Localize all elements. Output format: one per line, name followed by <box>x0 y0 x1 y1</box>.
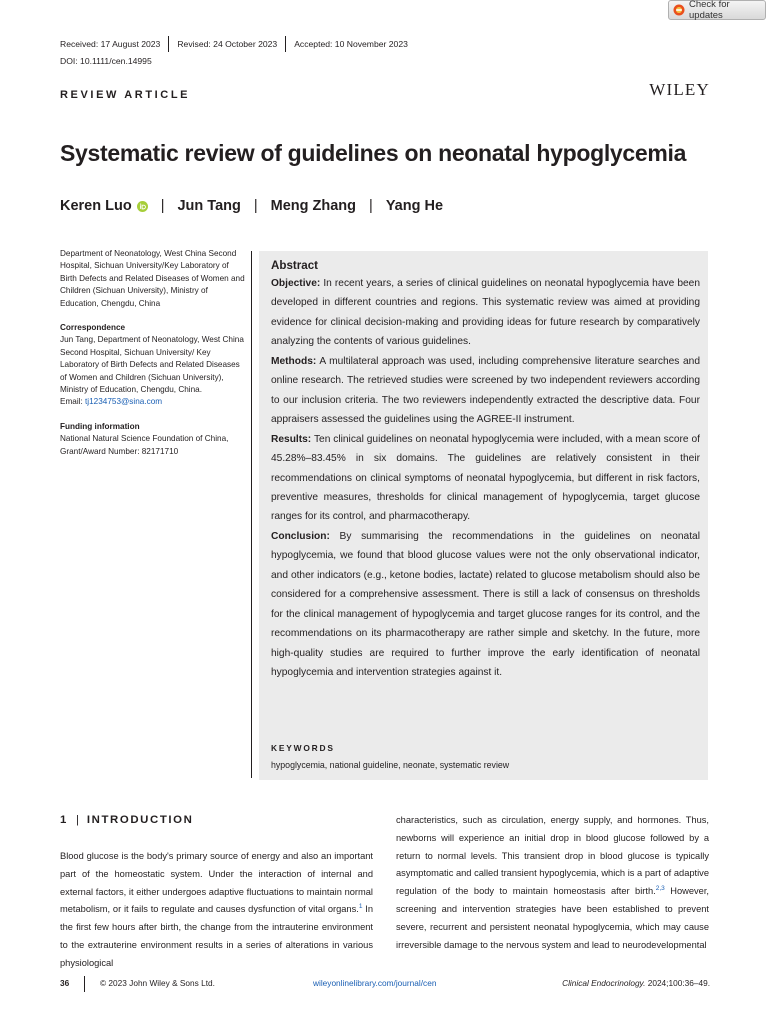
divider <box>84 976 85 992</box>
abstract-objective <box>271 274 700 352</box>
correspondence-heading: Correspondence <box>60 323 126 333</box>
abstract-methods <box>271 352 700 430</box>
journal-name: Clinical Endocrinology. <box>562 978 646 988</box>
divider <box>285 36 286 52</box>
abstract-divider <box>251 251 252 778</box>
abstract-conclusion <box>271 527 700 683</box>
author-name[interactable]: Meng Zhang <box>270 198 357 214</box>
citation-ref[interactable]: 1 <box>358 903 363 911</box>
email-link[interactable]: tj1234753@sina.com <box>85 397 163 407</box>
objective-label: Objective: <box>271 278 321 289</box>
correspondence-text: Jun Tang, Department of Neonatology, West China Second Hospital, Sichuan University/ Key Laboratory of Birth Defects and Related Diseases of Women and Children (Sichuan University), Ministry of Education, Chengdu, China. <box>60 335 244 395</box>
paragraph <box>60 848 373 973</box>
abstract <box>271 257 700 683</box>
body-column-right <box>396 812 709 954</box>
article-info-column <box>60 248 246 458</box>
copyright: © 2023 John Wiley & Sons Ltd. <box>100 978 215 988</box>
author-separator: | <box>369 198 373 214</box>
author-name[interactable]: Yang He <box>385 198 444 214</box>
section-title: INTRODUCTION <box>86 814 194 826</box>
results-label: Results: <box>271 433 312 445</box>
author-separator: | <box>253 198 258 214</box>
revised-date: Revised: 24 October 2023 <box>177 39 278 49</box>
section-number: 1 <box>60 814 68 826</box>
journal-url-link[interactable]: wileyonlinelibrary.com/journal/cen <box>313 978 437 988</box>
email-label: Email: <box>60 397 83 407</box>
funding-heading: Funding information <box>60 421 140 431</box>
conclusion-label: Conclusion: <box>271 530 330 542</box>
author-name[interactable]: Jun Tang <box>177 198 241 214</box>
divider <box>168 36 169 52</box>
paragraph-text: However, screening and intervention strategies have been established to prevent severe, recurrent and persistent neonatal hypoglycemia, which may cause irreversible damage to the nervous system and lead to neurodevelopmental <box>396 886 709 950</box>
citation: 2024;100:36–49. <box>645 978 710 988</box>
article-dates <box>60 36 408 52</box>
crossmark-icon <box>673 4 685 16</box>
methods-label: Methods: <box>271 355 317 367</box>
section-heading <box>60 814 193 826</box>
publisher-logo: WILEY <box>649 80 710 99</box>
paragraph-text: characteristics, such as circulation, energy supply, and hormones. Thus, newborns will experience an initial drop in blood glucose followed by a return to normal levels. This transient drop in blood glucose is typically asymptomatic and called transient hypoglycemia, which is a part of adaptive regulation of the body to maintain homeostasis after birth. <box>396 815 709 897</box>
methods-text: A multilateral approach was used, including comprehensive literature searches and online research. The retrieved studies were screened by two independent reviewers according to our inclusion criteria. The two reviewers independently extracted the descriptive data. Four appraisers assessed the guidelines using the AGREE-II instrument. <box>271 355 700 426</box>
objective-text: In recent years, a series of clinical guidelines on neonatal hypoglycemia have been developed in different countries and regions. This systematic review was aimed at providing evidence for clinical decision-making and providing ideas for future research by comparatively analyzing the contents of various guidelines. <box>271 278 700 348</box>
abstract-heading: Abstract <box>271 259 319 272</box>
author-list <box>60 198 443 214</box>
check-for-updates-label: Check for updates <box>689 0 730 21</box>
page-number: 36 <box>60 978 70 988</box>
accepted-date: Accepted: 10 November 2023 <box>294 39 408 49</box>
article-title: Systematic review of guidelines on neonatal hypoglycemia <box>60 140 687 166</box>
author-name[interactable]: Keren Luo <box>60 198 132 214</box>
orcid-icon[interactable] <box>137 201 148 212</box>
page-footer <box>60 976 710 992</box>
author-separator: | <box>160 198 165 214</box>
citation-ref[interactable]: 2,3 <box>655 885 665 893</box>
funding-text: National Natural Science Foundation of China, Grant/Award Number: 82171710 <box>60 434 229 456</box>
paragraph <box>396 812 709 954</box>
body-column-left <box>60 848 373 973</box>
paragraph-text: In the first few hours after birth, the change from the intrauterine environment to the extrauterine environment results in a series of alterations in various physiological <box>60 904 373 968</box>
correspondence-email-line <box>60 396 246 408</box>
conclusion-text: By summarising the recommendations in the guidelines on neonatal hypoglycemia, we found that blood glucose values were not the only observational indicator, and other indicators (e.g., ketone bodies, lactate) related to glucose metabolism should also be considered for a comprehensive assessment. There is still a lack of consensus on thresholds for the clinical management of hypoglycemia and target glucose ranges for its control, and the recommendations on its pharmacotherapy are rather simple and sketchy. In the future, more high-quality studies are required to further improve the early identification of neonatal hypoglycemia and intervention strategies against it. <box>271 530 700 679</box>
received-date: Received: 17 August 2023 <box>60 39 161 49</box>
section-separator: | <box>75 814 79 826</box>
journal-citation <box>562 978 710 988</box>
results-text: Ten clinical guidelines on neonatal hypoglycemia were included, with a mean score of 45.28%–83.45% in six domains. The guidelines are relatively consistent in their recommendations on clinical symptoms of neonatal hypoglycemia, but different in risk factors, preventive measures, thresholds for clinical management of hypoglycemia, target glucose ranges for its control, and pharmacotherapy. <box>271 433 700 523</box>
article-type: REVIEW ARTICLE <box>60 89 191 101</box>
paragraph-text: Blood glucose is the body's primary source of energy and also an important part of the homeostatic system. Under the interaction of internal and external factors, it either undergoes adaptive fluctuations to maintain normal metabolism, or it fails to regulate and causes dysfunction of vital organs. <box>60 851 373 915</box>
check-for-updates-button[interactable] <box>668 0 766 20</box>
abstract-results <box>271 430 700 527</box>
keywords-heading: KEYWORDS <box>271 743 335 753</box>
doi[interactable]: DOI: 10.1111/cen.14995 <box>60 56 152 66</box>
affiliation: Department of Neonatology, West China Second Hospital, Sichuan University/Key Laboratory of Birth Defects and Related Diseases of Women and Children (Sichuan University), Ministry of Education, Chengdu, China <box>60 249 245 308</box>
keywords: hypoglycemia, national guideline, neonate, systematic review <box>271 760 510 770</box>
